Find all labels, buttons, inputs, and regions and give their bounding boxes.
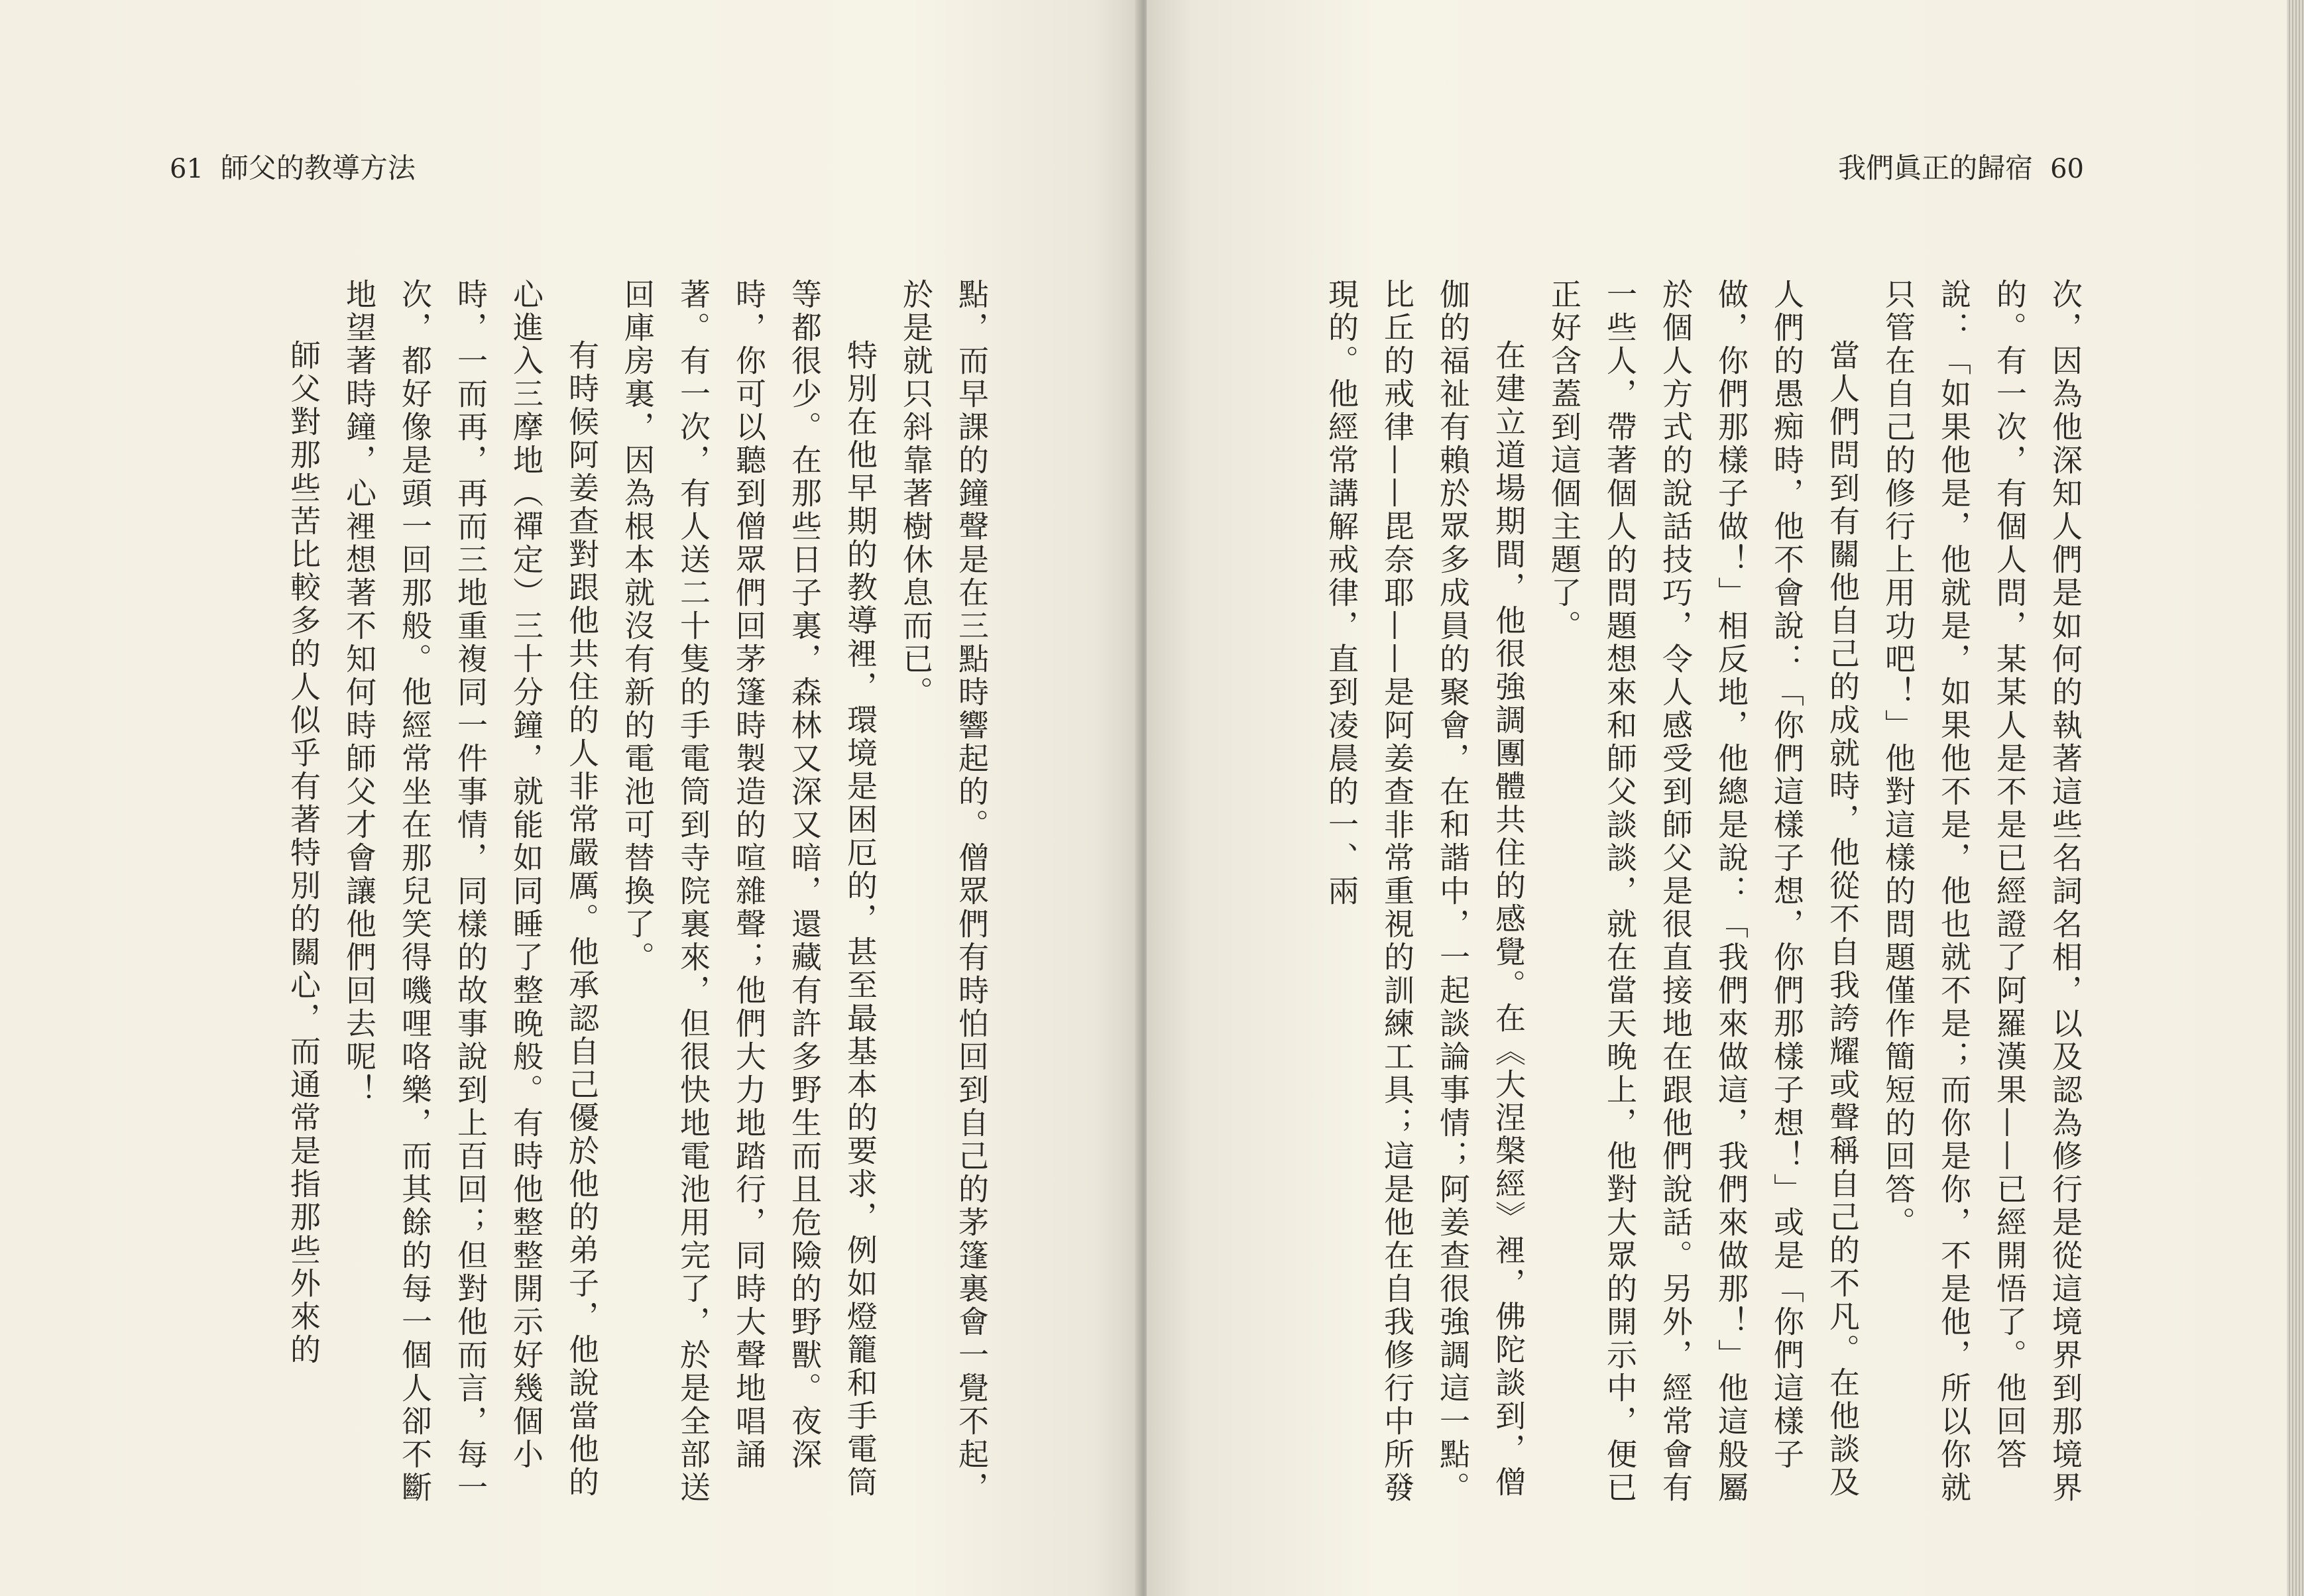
paragraph: 在建立道場期間，他很強調團體共住的感覺。在《大涅槃經》裡，佛陀談到，僧伽的福祉有賴於眾多成員的聚會，在和諧中，一起談論事情；阿姜查很強調這一點。比丘的戒律——毘奈耶——是阿姜查非常重視的訓練工具；這是他在自我修行中所發現的。他經常講解戒律，直到凌晨的一、兩 <box>1324 278 1526 1505</box>
page-edges <box>2287 0 2304 1596</box>
left-page-body <box>111 278 1000 1511</box>
page-number: 60 <box>2050 154 2084 184</box>
paragraph: 有時候阿姜查對跟他共住的人非常嚴厲。他承認自己優於他的弟子，他說當他的心進入三摩地（禪定）三十分鐘，就能如同睡了整晚般。有時他整整開示好幾個小時，一而再，再而三地重複同一件事情，同樣的故事說到上百回；但對他而言，每一次，都好像是頭一回那般。他經常坐在那兒笑得嘰哩咯樂，而其餘的每一個人卻不斷地望著時鐘，心裡想著不知何時師父才會讓他們回去呢！ <box>341 278 600 1505</box>
running-title: 師父的教導方法 <box>220 152 416 184</box>
right-page-header <box>1838 151 2084 186</box>
page-number: 61 <box>170 154 203 184</box>
paragraph: 當人們問到有關他自己的成就時，他從不自我誇耀或聲稱自己的不凡。在他談及人們的愚痴時，他不會說：「你們這樣子想，你們那樣子想！」或是「你們這樣子做，你們那樣子做！」相反地，他總是說：「我們來做這，我們來做那！」他這般屬於個人方式的說話技巧，令人感受到師父是很直接地在跟他們說話。另外，經常會有一些人，帶著個人的問題想來和師父談談，就在當天晚上，他對大眾的開示中，便已正好含蓋到這個主題了。 <box>1546 278 1861 1505</box>
right-page-body <box>1179 278 2093 1511</box>
paragraph: 師父對那些苦比較多的人似乎有著特別的關心，而通常是指那些外來的 <box>286 339 321 1367</box>
left-page <box>0 0 1140 1596</box>
right-page <box>1147 0 2287 1596</box>
running-title: 我們眞正的歸宿 <box>1838 152 2034 184</box>
paragraph: 特別在他早期的教導裡，環境是困厄的，甚至最基本的要求，例如燈籠和手電筒等都很少。在那些日子裏，森林又深又暗，還藏有許多野生而且危險的野獸。夜深時，你可以聽到僧眾們回茅篷時製造的喧雜聲；他們大力地踏行，同時大聲地唱誦著。有一次，有人送二十隻的手電筒到寺院裏來，但很快地電池用完了，於是全部送回庫房裏，因為根本就沒有新的電池可替換了。 <box>620 278 878 1505</box>
paragraph: 點，而早課的鐘聲是在三點時響起的。僧眾們有時怕回到自己的茅篷裏會一覺不起，於是就只斜靠著樹休息而已。 <box>898 278 990 1505</box>
paragraph: 次，因為他深知人們是如何的執著這些名詞名相，以及認為修行是從這境界到那境界的。有一次，有個人問，某某人是不是已經證了阿羅漢果——已經開悟了。他回答說：「如果他是，他就是，如果他不是，他也就不是；而你是你，不是他，所以你就只管在自己的修行上用功吧！」他對這樣的問題僅作簡短的回答。 <box>1880 278 2083 1505</box>
left-page-header <box>170 151 416 186</box>
